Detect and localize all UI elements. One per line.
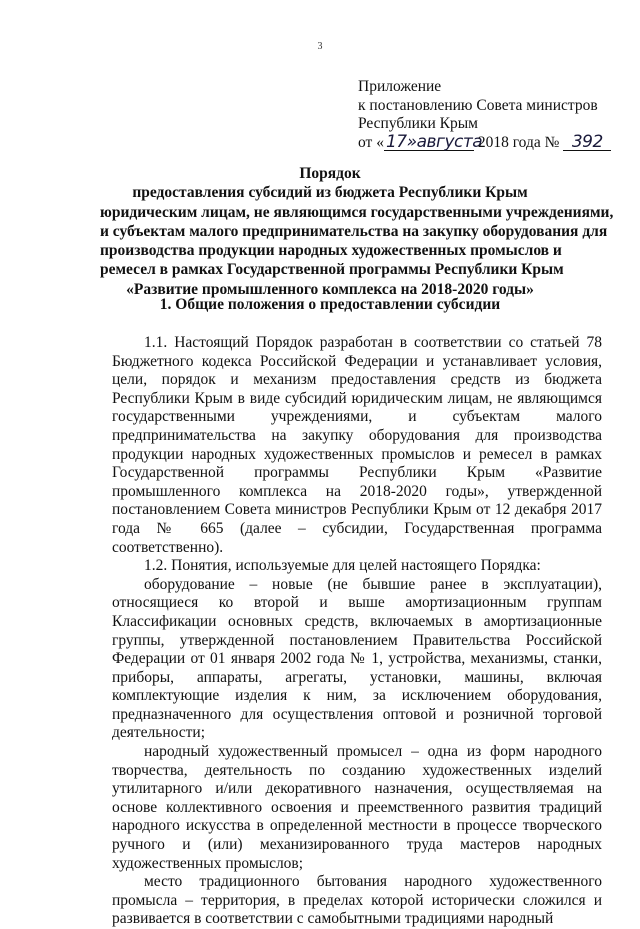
title-line: предоставления субсидий из бюджета Республики Крым: [132, 184, 528, 202]
handwritten-date: 17»августа: [385, 131, 483, 152]
definition-folk-craft: народный художественный промысел – одна из форм народного творчества, деятельность по созданию художественных изделий утилитарного и/или декоративного назначения, осуществляемая на основе коллективного освоения и преемственного развития традиций народного искусства в определенной местности в процессе творческого ручного и (или) механизированного труда мастеров народных художественных промыслов;: [112, 743, 602, 872]
document-title: [100, 164, 614, 299]
paragraph-1-1: 1.1. Настоящий Порядок разработан в соответствии со статьей 78 Бюджетного кодекса Российской Федерации и устанавливает условия, цели, порядок и механизм предоставления средств из бюджета Республики Крым в виде субсидий юридическим лицам, не являющимся государственными учреждениями, и субъектам малого предпринимательства на закупку оборудования для производства продукции народных художественных промыслов и ремесел в рамках Государственной программы Республики Крым «Развитие промышленного комплекса на 2018-2020 годы», утвержденной постановлением Совета министров Республики Крым от 12 декабря 2017 года № 665 (далее – субсидии, Государственная программа соответственно).: [112, 334, 602, 556]
document-body: [112, 334, 602, 929]
title-line: юридическим лицам, не являющимся государственными учреждениями,: [100, 203, 614, 221]
title-line: «Развитие промышленного комплекса на 2018-2020 годы»: [126, 280, 534, 298]
appendix-reference: к постановлению Совета министров: [358, 96, 598, 114]
appendix-title: Приложение: [358, 78, 442, 95]
appendix-republic: Республики Крым: [358, 115, 478, 132]
appendix-block: [358, 78, 628, 152]
paragraph-1-2: 1.2. Понятия, используемые для целей настоящего Порядка:: [144, 557, 541, 575]
title-line: производства продукции народных художественных промыслов и: [100, 242, 562, 260]
definition-traditional-place: место традиционного бытования народного художественного промысла – территория, в пределах которой исторически сложился и развивается в соответствии с самобытными традициями народный: [112, 873, 602, 928]
handwritten-number: 392: [563, 135, 611, 151]
date-prefix: от «: [358, 133, 384, 151]
definition-equipment: оборудование – новые (не бывшие ранее в эксплуатации), относящиеся ко второй и выше амортизационным группам Классификации основных средств, включаемых в амортизационные группы, утвержденной постановлением Правительства Российской Федерации от 01 января 2002 года № 1, устройства, механизмы, станки, приборы, аппараты, агрегаты, установки, машины, включая комплектующие изделия к ним, за исключением оборудования, предназначенного для осуществления оптовой и розничной торговой деятельности;: [112, 575, 602, 742]
title-line: ремесел в рамках Государственной программы Республики Крым: [100, 261, 564, 279]
date-suffix: 2018 года №: [477, 133, 560, 151]
title-line: и субъектам малого предпринимательства на закупку оборудования для: [100, 222, 608, 240]
page-number: 3: [317, 41, 323, 52]
appendix-date-line: [358, 131, 628, 153]
section-heading: 1. Общие положения о предоставлении субсидии: [159, 296, 501, 313]
title-line: Порядок: [299, 165, 361, 182]
